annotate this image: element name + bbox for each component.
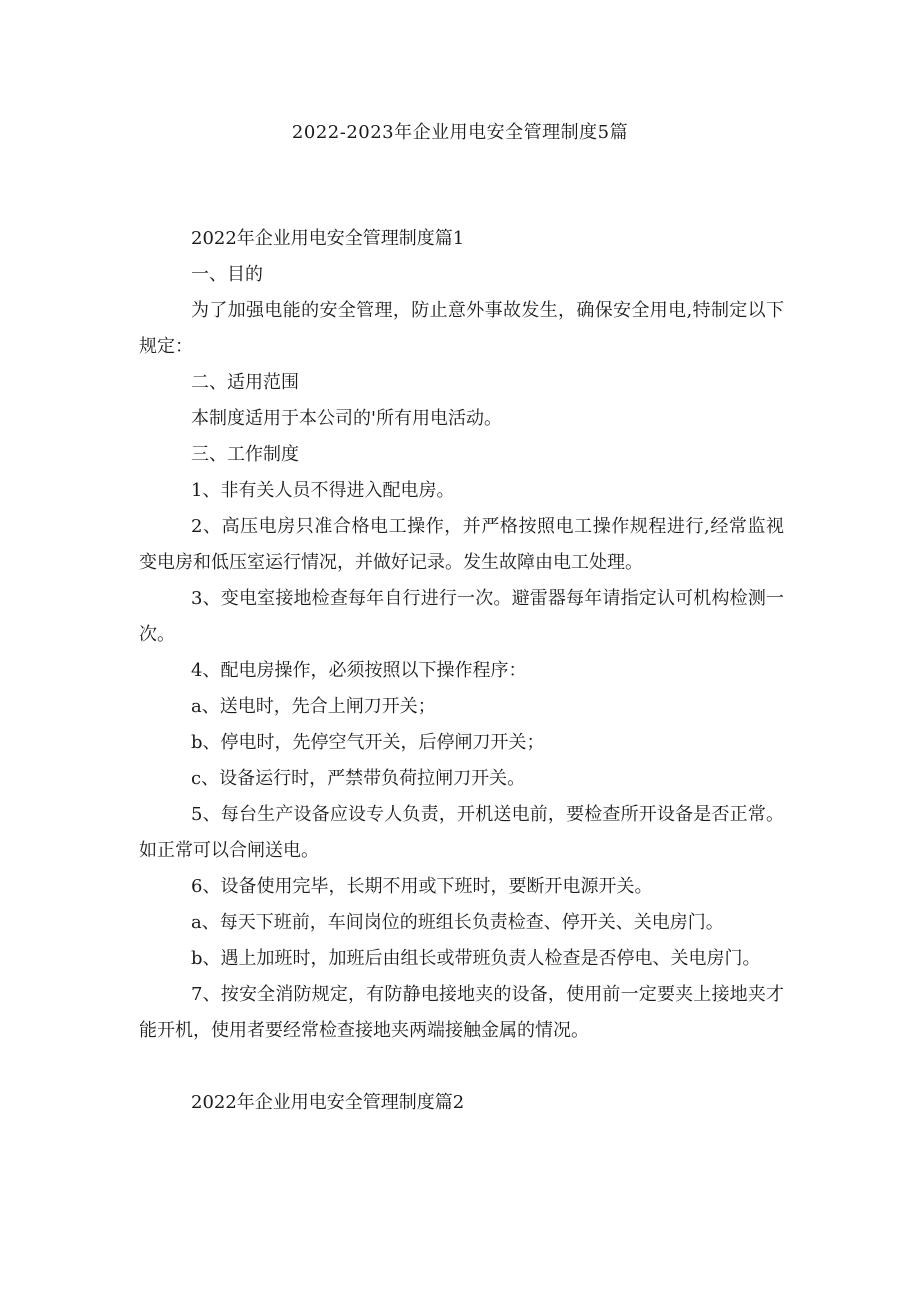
rule-6a: a、每天下班前，车间岗位的班组长负责检查、停开关、关电房门。 <box>191 912 724 933</box>
paragraph-scope: 本制度适用于本公司的'所有用电活动。 <box>191 408 502 429</box>
rule-4a: a、送电时，先合上闸刀开关； <box>191 696 436 717</box>
heading-scope: 二、适用范围 <box>191 372 299 393</box>
rule-7: 7、按安全消防规定，有防静电接地夹的设备，使用前一定要夹上接地夹才能开机，使用者要经常检查接地夹两端接触金属的情况。 <box>139 984 784 1041</box>
section-heading-1: 2022年企业用电安全管理制度篇1 <box>191 228 465 249</box>
rule-4c: c、设备运行时，严禁带负荷拉闸刀开关。 <box>191 768 526 789</box>
rule-2: 2、高压电房只准合格电工操作，并严格按照电工操作规程进行,经常监视变电房和低压室运行情况，并做好记录。发生故障由电工处理。 <box>139 516 784 573</box>
section-heading-2: 2022年企业用电安全管理制度篇2 <box>191 1092 465 1113</box>
heading-rules: 三、工作制度 <box>191 444 299 465</box>
rule-4b: b、停电时，先停空气开关，后停闸刀开关； <box>191 732 545 753</box>
heading-purpose: 一、目的 <box>191 264 263 285</box>
rule-4: 4、配电房操作，必须按照以下操作程序： <box>191 660 527 681</box>
rule-1: 1、非有关人员不得进入配电房。 <box>191 480 455 501</box>
document-title: 2022-2023年企业用电安全管理制度5篇 <box>291 122 629 143</box>
rule-6: 6、设备使用完毕，长期不用或下班时，要断开电源开关。 <box>191 876 653 897</box>
rule-5: 5、每台生产设备应设专人负责，开机送电前，要检查所开设备是否正常。如正常可以合闸送电。 <box>139 804 784 861</box>
rule-3: 3、变电室接地检查每年自行进行一次。避雷器每年请指定认可机构检测一次。 <box>139 588 784 645</box>
document-body <box>139 221 784 1121</box>
paragraph-purpose: 为了加强电能的安全管理，防止意外事故发生，确保安全用电,特制定以下规定： <box>139 300 784 357</box>
rule-6b: b、遇上加班时，加班后由组长或带班负责人检查是否停电、关电房门。 <box>191 948 761 969</box>
